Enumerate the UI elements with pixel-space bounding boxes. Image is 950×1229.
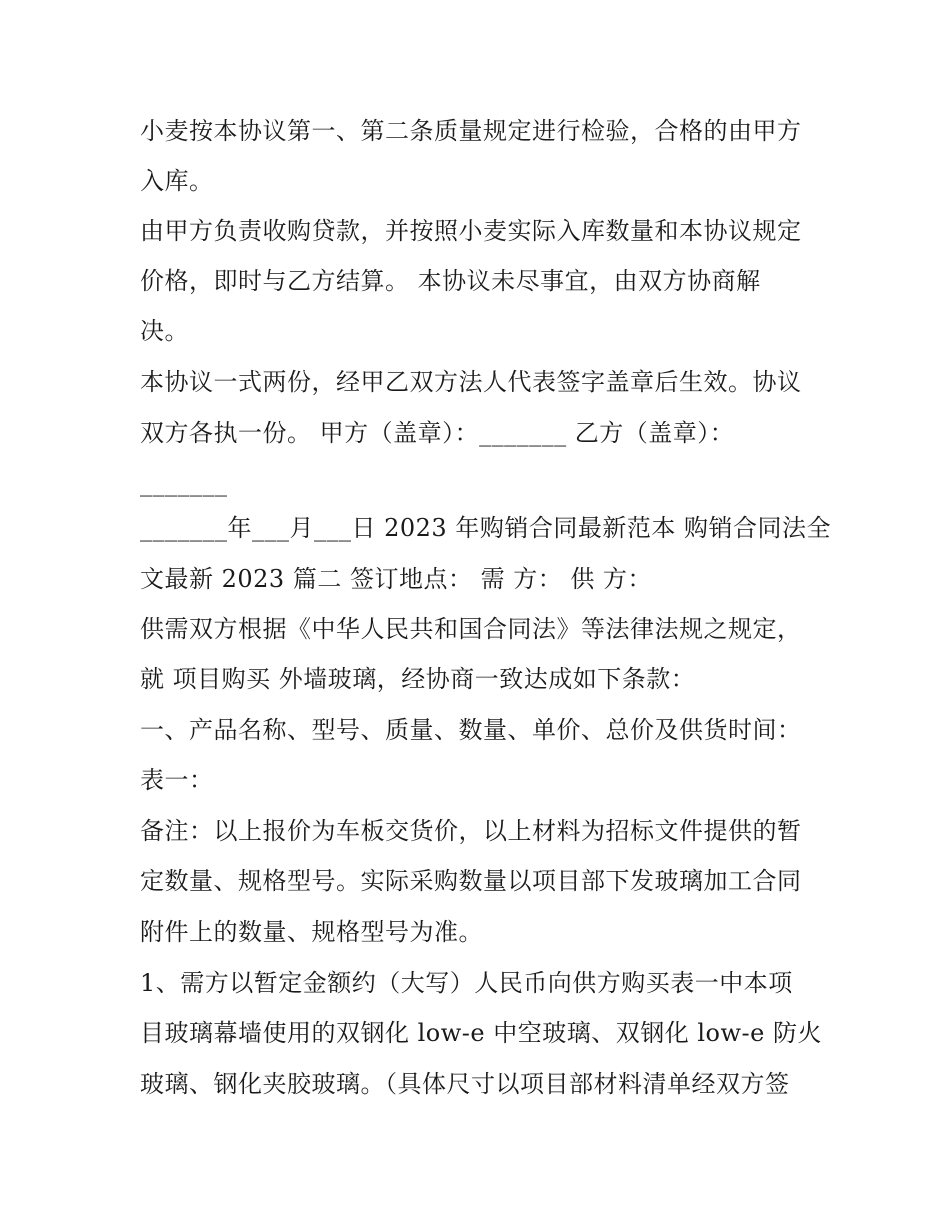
text-line-3: 由甲方负责收购贷款，并按照小麦实际入库数量和本协议规定 [140,217,802,245]
text-line-15: 备注：以上报价为车板交货价，以上材料为招标文件提供的暂 [140,817,802,845]
text-line-10: 文最新 2023 篇二 签订地点： 需 方： 供 方： [140,565,652,593]
text-line-9: _______年___月___日 2023 年购销合同最新范本 购销合同法全 [140,514,831,542]
text-line-4: 价格，即时与乙方结算。 本协议未尽事宜，由双方协商解 [140,267,761,295]
text-line-1: 小麦按本协议第一、第二条质量规定进行检验，合格的由甲方 [140,117,802,145]
text-line-14: 表一： [140,766,214,794]
text-line-17: 附件上的数量、规格型号为准。 [140,918,483,946]
text-line-5: 决。 [140,317,189,345]
text-line-8: _______ [140,469,228,497]
text-line-12: 就 项目购买 外墙玻璃，经协商一致达成如下条款： [140,665,696,693]
text-line-7: 双方各执一份。 甲方（盖章）：_______ 乙方（盖章）： [140,419,735,447]
text-line-20: 玻璃、钢化夹胶玻璃。（具体尺寸以项目部材料清单经双方签 [140,1070,790,1098]
text-line-13: 一、产品名称、型号、质量、数量、单价、总价及供货时间： [140,716,802,744]
text-line-19: 目玻璃幕墙使用的双钢化 low-e 中空玻璃、双钢化 low-e 防火 [140,1019,822,1047]
text-line-6: 本协议一式两份，经甲乙双方法人代表签字盖章后生效。协议 [140,368,802,396]
text-line-16: 定数量、规格型号。实际采购数量以项目部下发玻璃加工合同 [140,867,802,895]
text-line-18: 1、需方以暂定金额约（大写）人民币向供方购买表一中本项 [140,969,793,997]
text-line-2: 入库。 [140,167,214,195]
text-line-11: 供需双方根据《中华人民共和国合同法》等法律法规之规定， [140,615,802,643]
